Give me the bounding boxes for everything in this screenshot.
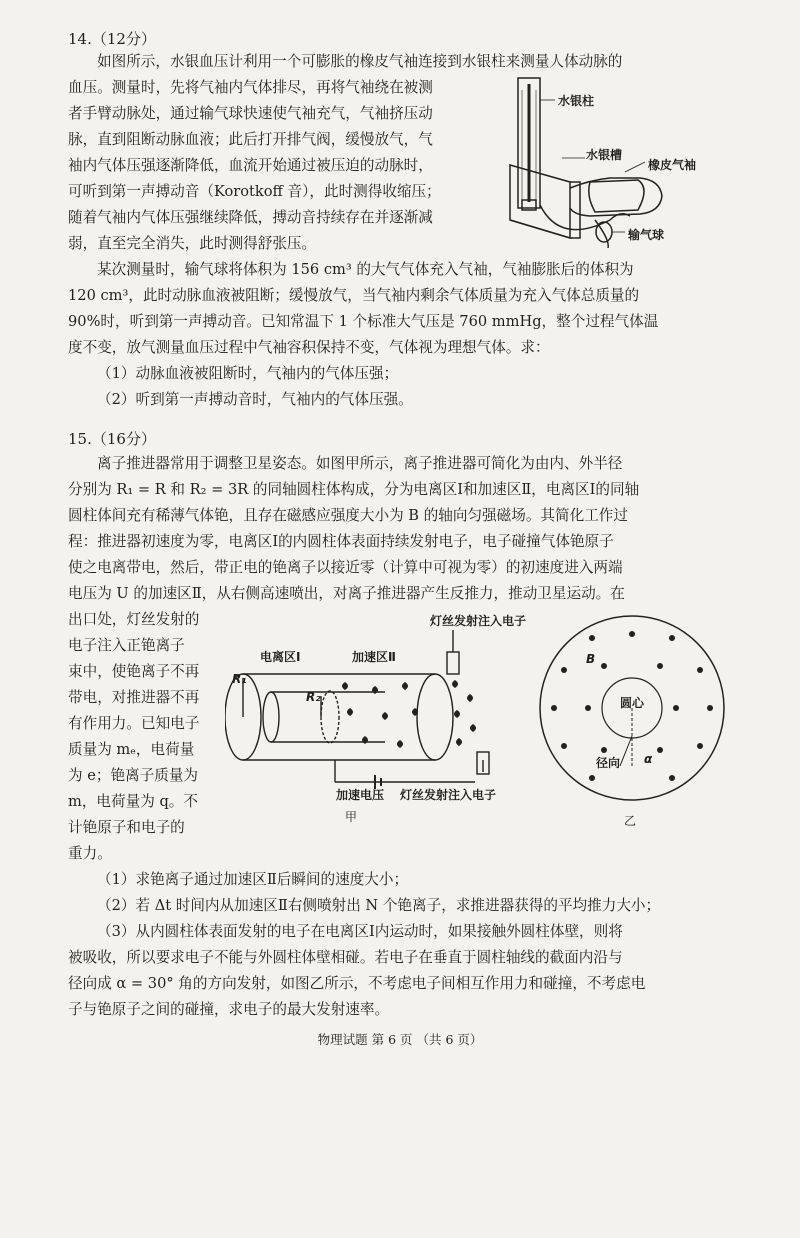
q15-line: 为 e；铯离子质量为 bbox=[68, 767, 199, 784]
label-bulb: 输气球 bbox=[628, 228, 665, 242]
q15-line: 电压为 U 的加速区Ⅱ，从右侧高速喷出，对离子推进器产生反推力，推动卫星运动。在 bbox=[68, 585, 625, 602]
q14-line: 弱，直至完全消失，此时测得舒张压。 bbox=[68, 235, 317, 252]
label-acceleration-voltage: 加速电压 bbox=[336, 788, 385, 802]
q14-line: 90%时，听到第一声搏动音。已知常温下 1 个标准大气压是 760 mmHg，整个过程气体温 bbox=[68, 313, 659, 330]
q15-line: 分别为 R₁ = R 和 R₂ = 3R 的同轴圆柱体构成，分为电离区Ⅰ和加速区Ⅱ，电离区Ⅰ的同轴 bbox=[68, 481, 640, 498]
q15-line: 使之电离带电，然后，带正电的铯离子以接近零（计算中可视为零）的初速度进入两端 bbox=[68, 559, 623, 576]
label-ionization-zone: 电离区Ⅰ bbox=[260, 650, 301, 664]
q14-line: 可听到第一声搏动音（Korotkoff 音），此时测得收缩压； bbox=[68, 183, 441, 200]
q15-line: 子与铯原子之间的碰撞，求电子的最大发射速率。 bbox=[68, 1001, 390, 1018]
label-r1: R₁ bbox=[232, 672, 247, 686]
label-r2: R₂ bbox=[306, 690, 321, 704]
label-mercury-tank: 水银槽 bbox=[586, 148, 623, 162]
label-filament-bottom: 灯丝发射注入电子 bbox=[400, 788, 497, 802]
q14-line: 120 cm³，此时动脉血液被阻断；缓慢放气，当气袖内剩余气体质量为充入气体总质量的 bbox=[68, 287, 640, 304]
figure-caption-b: 乙 bbox=[624, 814, 637, 828]
q15-line: 质量为 mₑ，电荷量 bbox=[68, 741, 195, 758]
label-b: B bbox=[586, 652, 596, 666]
q15-line: 离子推进器常用于调整卫星姿态。如图甲所示，离子推进器可简化为由内、外半径 bbox=[97, 455, 623, 472]
ion-droplets bbox=[342, 680, 476, 748]
q15-line: 径向成 α = 30° 角的方向发射，如图乙所示，不考虑电子间相互作用力和碰撞，不考虑电 bbox=[68, 975, 646, 992]
q15-line: 计铯原子和电子的 bbox=[68, 819, 185, 836]
q15-line: 重力。 bbox=[68, 845, 112, 862]
q15-line: 束中，使铯离子不再 bbox=[68, 663, 200, 680]
q14-line: 随着气袖内气体压强继续降低，搏动音持续存在并逐渐减 bbox=[68, 209, 433, 226]
q14-line: 某次测量时，输气球将体积为 156 cm³ 的大气气体充入气袖，气袖膨胀后的体积为 bbox=[97, 261, 634, 278]
q15-line: 有作用力。已知电子 bbox=[68, 715, 200, 732]
q14-subquestion-2: （2）听到第一声搏动音时，气袖内的气体压强。 bbox=[97, 391, 413, 408]
q15-header: 15.（16分） bbox=[68, 430, 156, 448]
q14-subquestion-1: （1）动脉血液被阻断时，气袖内的气体压强； bbox=[97, 365, 399, 382]
q15-line: 电子注入正铯离子 bbox=[68, 637, 185, 654]
q15-line: 带电，对推进器不再 bbox=[68, 689, 200, 706]
q15-line: 程：推进器初速度为零，电离区Ⅰ的内圆柱体表面持续发射电子，电子碰撞气体铯原子 bbox=[68, 533, 614, 550]
figure-caption-a: 甲 bbox=[345, 810, 358, 824]
q14-line: 脉，直到阻断动脉血液；此后打开排气阀，缓慢放气，气 bbox=[68, 131, 433, 148]
label-acceleration-zone: 加速区Ⅱ bbox=[352, 650, 396, 664]
page-footer: 物理试题 第 6 页 （共 6 页） bbox=[317, 1032, 483, 1047]
label-mercury-column: 水银柱 bbox=[558, 94, 595, 108]
q15-line: 被吸收，所以要求电子不能与外圆柱体壁相碰。若电子在垂直于圆柱轴线的截面内沿与 bbox=[68, 949, 623, 966]
q15-line: 圆柱体间充有稀薄气体铯，且存在磁感应强度大小为 B 的轴向匀强磁场。其简化工作过 bbox=[68, 507, 628, 524]
q14-line: 袖内气体压强逐渐降低，血流开始通过被压迫的动脉时， bbox=[68, 157, 433, 174]
q15-subquestion-2: （2）若 Δt 时间内从加速区Ⅱ右侧喷射出 N 个铯离子，求推进器获得的平均推力大小； bbox=[97, 897, 661, 914]
label-radial: 径向 bbox=[596, 756, 621, 770]
label-cuff: 橡皮气袖 bbox=[648, 158, 697, 172]
q15-line: m，电荷量为 q。不 bbox=[68, 793, 198, 810]
q15-subquestion-1: （1）求铯离子通过加速区Ⅱ后瞬间的速度大小； bbox=[97, 871, 409, 888]
label-alpha: α bbox=[644, 752, 653, 766]
label-center: 圆心 bbox=[620, 696, 645, 710]
q14-line: 血压。测量时，先将气袖内气体排尽，再将气袖绕在被测 bbox=[68, 79, 433, 96]
q14-line: 者手臂动脉处，通过输气球快速使气袖充气，气袖挤压动 bbox=[68, 105, 433, 122]
q14-line: 度不变，放气测量血压过程中气袖容积保持不变，气体视为理想气体。求： bbox=[68, 339, 550, 356]
q14-line: 如图所示，水银血压计利用一个可膨胀的橡皮气袖连接到水银柱来测量人体动脉的 bbox=[97, 53, 623, 70]
q14-header: 14.（12分） bbox=[68, 30, 156, 48]
label-filament-top: 灯丝发射注入电子 bbox=[430, 614, 527, 628]
q15-subquestion-3: （3）从内圆柱体表面发射的电子在电离区Ⅰ内运动时，如果接触外圆柱体壁，则将 bbox=[97, 923, 623, 940]
q15-line: 出口处，灯丝发射的 bbox=[68, 611, 200, 628]
